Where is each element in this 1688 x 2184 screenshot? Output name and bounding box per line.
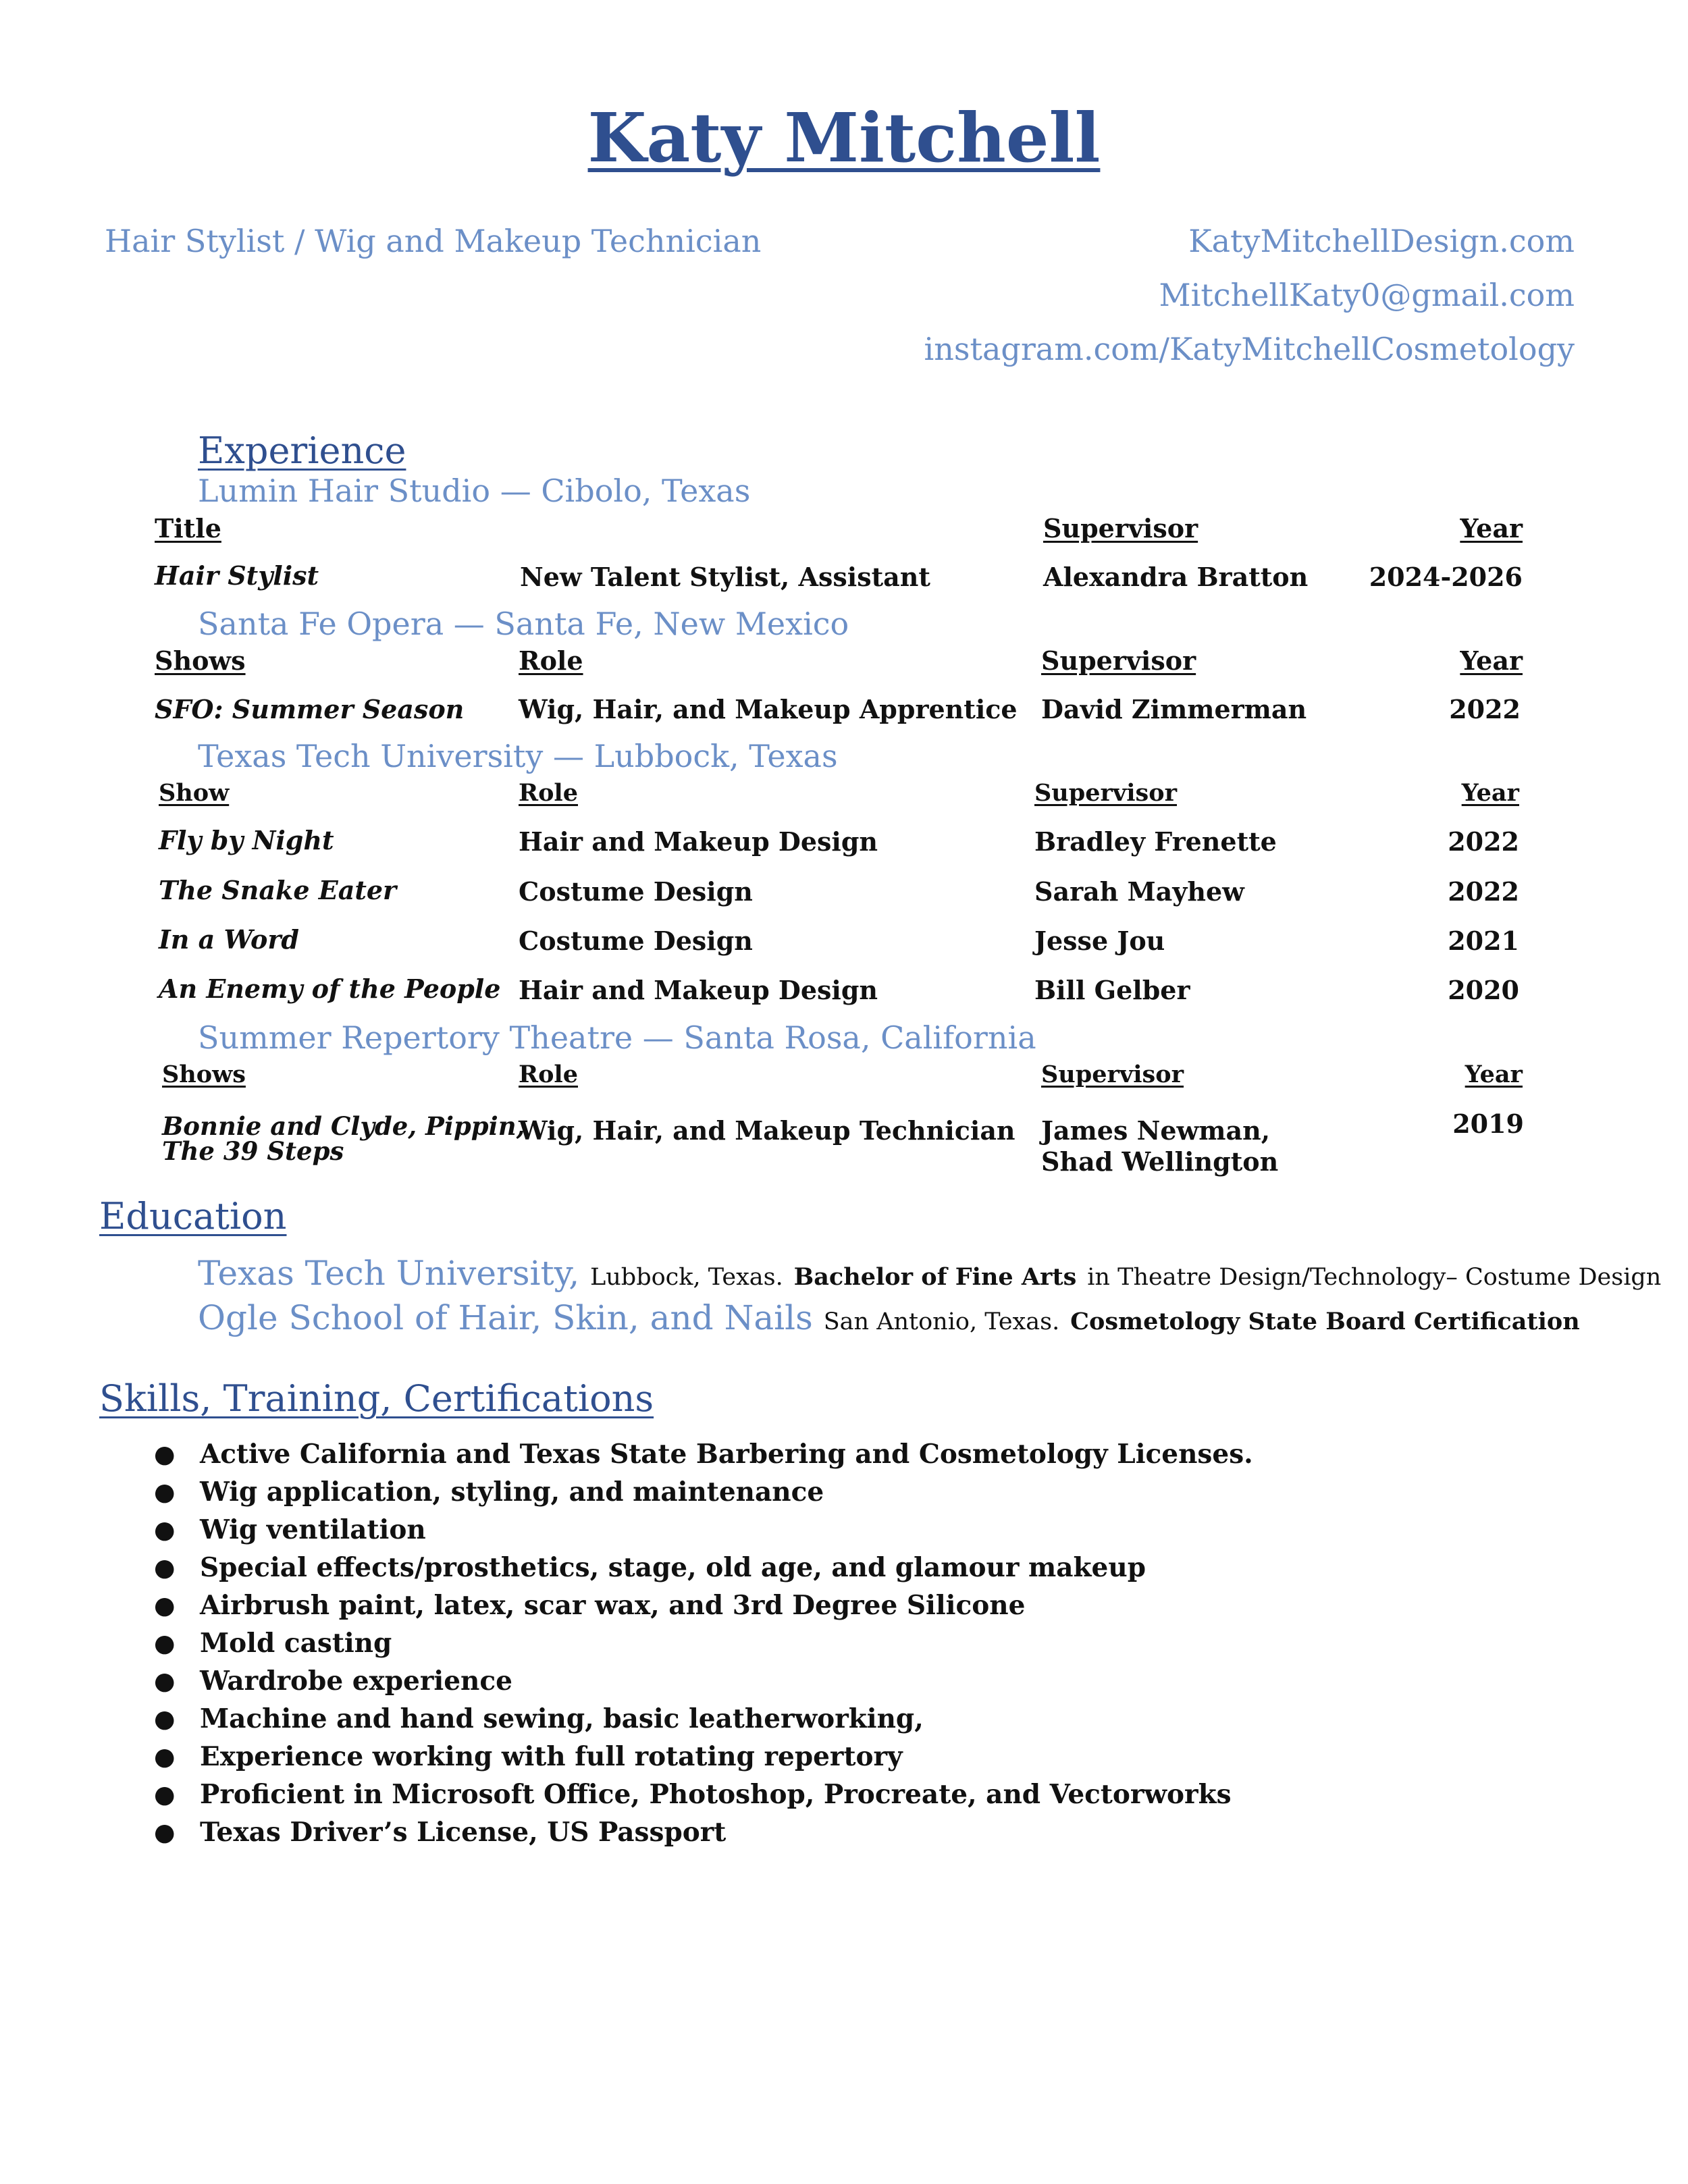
- school-location: San Antonio, Texas.: [823, 1308, 1060, 1335]
- skills-list: [154, 1435, 1253, 1851]
- exp-supervisor: James Newman,: [1041, 1115, 1270, 1146]
- exp-supervisor: Bill Gelber: [1034, 975, 1190, 1005]
- list-item: ● Special effects/prosthetics, stage, old age, and glamour makeup: [154, 1549, 1253, 1587]
- col-header-year: Year: [1461, 779, 1519, 807]
- exp-year: 2024-2026: [1369, 562, 1523, 592]
- list-item: ● Wardrobe experience: [154, 1662, 1253, 1700]
- org-summer-rep: Summer Repertory Theatre — Santa Rosa, California: [198, 1019, 1036, 1056]
- bullet-icon: ●: [154, 1591, 176, 1620]
- bullet-icon: ●: [154, 1478, 176, 1506]
- col-header-year: Year: [1460, 645, 1523, 676]
- list-item: ● Wig ventilation: [154, 1511, 1253, 1549]
- exp-show: An Enemy of the People: [159, 974, 501, 1004]
- bullet-icon: ●: [154, 1629, 176, 1657]
- website-link[interactable]: KatyMitchellDesign.com: [1188, 223, 1575, 259]
- col-header-role: Role: [519, 779, 578, 807]
- col-header-role: Role: [519, 1061, 578, 1088]
- col-header-title: Title: [155, 513, 221, 543]
- degree: Cosmetology State Board Certification: [1070, 1308, 1580, 1335]
- org-santa-fe: Santa Fe Opera — Santa Fe, New Mexico: [198, 606, 849, 642]
- col-header-supervisor: Supervisor: [1041, 1061, 1184, 1088]
- experience-heading: Experience: [198, 429, 406, 472]
- exp-supervisor: David Zimmerman: [1041, 694, 1307, 724]
- bullet-icon: ●: [154, 1780, 176, 1809]
- exp-role: Hair and Makeup Design: [519, 975, 878, 1005]
- bullet-icon: ●: [154, 1516, 176, 1544]
- degree: Bachelor of Fine Arts: [793, 1263, 1077, 1291]
- col-header-year: Year: [1465, 1061, 1523, 1088]
- exp-show: Fly by Night: [159, 825, 334, 855]
- exp-year: 2022: [1448, 826, 1519, 857]
- instagram-link[interactable]: instagram.com/KatyMitchellCosmetology: [924, 331, 1575, 367]
- exp-title: Hair Stylist: [155, 560, 319, 591]
- exp-role: Hair and Makeup Design: [519, 826, 878, 857]
- exp-supervisor: Bradley Frenette: [1034, 826, 1277, 857]
- exp-show: SFO: Summer Season: [155, 694, 465, 724]
- org-texas-tech: Texas Tech University — Lubbock, Texas: [198, 738, 838, 774]
- exp-role: Wig, Hair, and Makeup Apprentice: [519, 694, 1018, 724]
- school-name: Texas Tech University,: [198, 1254, 580, 1293]
- list-item: ● Active California and Texas State Barbering and Cosmetology Licenses.: [154, 1435, 1253, 1473]
- bullet-icon: ●: [154, 1705, 176, 1733]
- list-item: ● Airbrush paint, latex, scar wax, and 3rd Degree Silicone: [154, 1587, 1253, 1624]
- exp-role: Wig, Hair, and Makeup Technician: [519, 1115, 1016, 1146]
- col-header-shows: Shows: [162, 1061, 246, 1088]
- exp-show: The Snake Eater: [159, 875, 397, 905]
- col-header-supervisor: Supervisor: [1034, 779, 1178, 807]
- exp-show: In a Word: [159, 924, 299, 955]
- education-item: [198, 1254, 1661, 1293]
- school-name: Ogle School of Hair, Skin, and Nails: [198, 1298, 813, 1337]
- exp-role: Costume Design: [519, 926, 753, 956]
- bullet-icon: ●: [154, 1818, 176, 1846]
- list-item: ● Mold casting: [154, 1624, 1253, 1662]
- education-item: [198, 1298, 1580, 1337]
- school-location: Lubbock, Texas.: [590, 1264, 783, 1291]
- list-item: ● Machine and hand sewing, basic leatherworking,: [154, 1700, 1253, 1738]
- degree-detail: in Theatre Design/Technology– Costume Design: [1087, 1264, 1662, 1291]
- bullet-icon: ●: [154, 1742, 176, 1771]
- exp-show: The 39 Steps: [162, 1136, 344, 1166]
- exp-supervisor: Alexandra Bratton: [1043, 562, 1309, 592]
- col-header-role: Role: [519, 645, 583, 676]
- job-subtitle: Hair Stylist / Wig and Makeup Technician: [105, 223, 762, 259]
- education-heading: Education: [99, 1195, 287, 1237]
- list-item: ● Proficient in Microsoft Office, Photoshop, Procreate, and Vectorworks: [154, 1776, 1253, 1813]
- exp-year: 2022: [1449, 694, 1521, 724]
- exp-year: 2021: [1448, 926, 1519, 956]
- email-link[interactable]: MitchellKaty0@gmail.com: [1159, 277, 1575, 313]
- exp-supervisor: Sarah Mayhew: [1034, 876, 1244, 907]
- list-item: ● Wig application, styling, and maintenance: [154, 1473, 1253, 1511]
- exp-show: Bonnie and Clyde, Pippin,: [162, 1111, 525, 1141]
- resume-name: Katy Mitchell: [587, 98, 1101, 178]
- bullet-icon: ●: [154, 1553, 176, 1582]
- col-header-shows: Shows: [155, 645, 246, 676]
- bullet-icon: ●: [154, 1440, 176, 1468]
- col-header-year: Year: [1460, 513, 1523, 543]
- exp-supervisor: Shad Wellington: [1041, 1146, 1279, 1177]
- exp-year: 2022: [1448, 876, 1519, 907]
- bullet-icon: ●: [154, 1667, 176, 1695]
- exp-supervisor: Jesse Jou: [1034, 926, 1165, 956]
- exp-role: New Talent Stylist, Assistant: [520, 562, 930, 592]
- skills-heading: Skills, Training, Certifications: [99, 1377, 654, 1420]
- col-header-supervisor: Supervisor: [1041, 645, 1196, 676]
- org-lumin: Lumin Hair Studio — Cibolo, Texas: [198, 473, 751, 509]
- exp-year: 2020: [1448, 975, 1519, 1005]
- list-item: ● Experience working with full rotating repertory: [154, 1738, 1253, 1776]
- col-header-show: Show: [159, 779, 230, 807]
- list-item: ● Texas Driver’s License, US Passport: [154, 1813, 1253, 1851]
- exp-year: 2019: [1452, 1109, 1524, 1139]
- exp-role: Costume Design: [519, 876, 753, 907]
- col-header-supervisor: Supervisor: [1043, 513, 1198, 543]
